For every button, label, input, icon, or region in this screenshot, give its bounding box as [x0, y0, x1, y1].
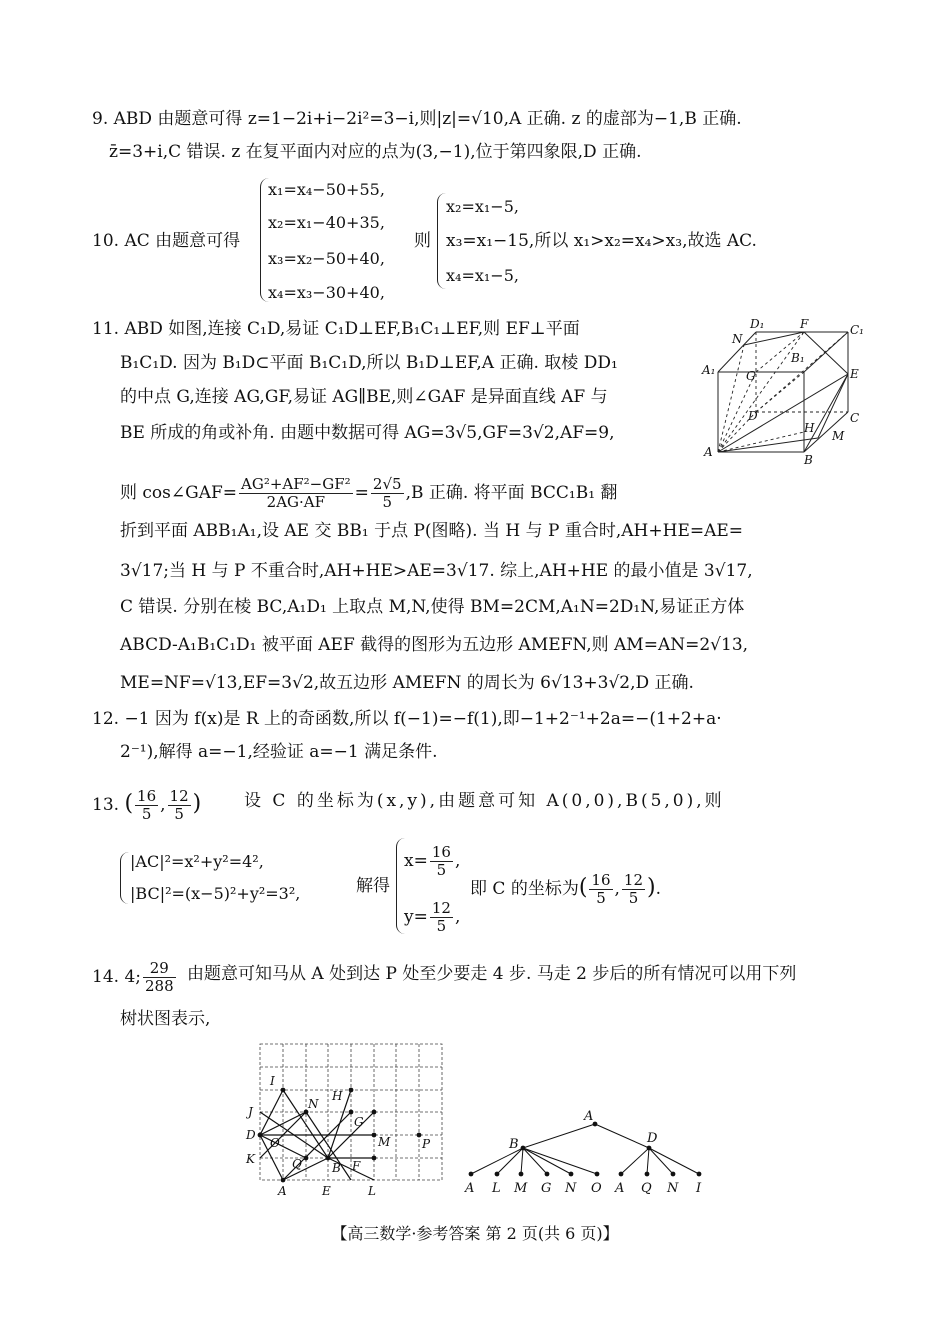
- q13-y-num: 12: [431, 899, 451, 917]
- grid-label-b: B: [332, 1161, 341, 1175]
- q11-cos-lead: 则 cos∠GAF=: [120, 483, 238, 503]
- tree-node-d: [647, 1146, 652, 1151]
- q13-number: 13.: [92, 795, 120, 815]
- segment-af-hidden: [718, 332, 804, 452]
- label-d: D: [748, 409, 758, 423]
- q13-answer-y: [168, 788, 191, 823]
- q11-value-denominator: 5: [382, 493, 392, 511]
- segment-an-hidden: [718, 345, 744, 452]
- q11-line4: BE 所成的角或补角. 由题中数据可得 AG=3√5,GF=3√2,AF=9,: [120, 423, 615, 443]
- tree-leaf-9: N: [667, 1181, 679, 1196]
- tree-leaf-3: M: [514, 1181, 528, 1196]
- q13-text1: 设 C 的坐标为(x,y),由题意可知 A(0,0),B(5,0),则: [244, 791, 725, 811]
- q14-probability: [143, 960, 176, 995]
- q11-cos-fraction: [239, 476, 353, 511]
- q14-number: 14. 4;: [92, 967, 141, 987]
- q13-x-den: 5: [436, 861, 447, 879]
- grid-label-l: L: [368, 1184, 376, 1198]
- q11-line5-tail: ,B 正确. 将平面 BCC₁B₁ 翻: [405, 483, 618, 503]
- q13-c-x: [589, 872, 612, 907]
- q13-x-num: 16: [431, 843, 451, 861]
- q13-cx-num: 16: [591, 871, 611, 889]
- q13-x-comma: ,: [454, 851, 461, 871]
- q11-frac-numerator: AG²+AF²−GF²: [241, 475, 351, 493]
- q14-prob-num: 29: [143, 960, 176, 978]
- segment-nf: [744, 332, 804, 345]
- grid-label-o: O: [270, 1136, 280, 1150]
- q13-c-y: [622, 872, 645, 907]
- q13-y-comma: ,: [454, 907, 461, 927]
- point-p: [417, 1133, 422, 1138]
- q11-value-numerator: 2√5: [372, 475, 402, 493]
- tree-label-root: A: [584, 1109, 594, 1124]
- q11-equals: =: [354, 483, 369, 503]
- tree-leaf-5: N: [565, 1181, 577, 1196]
- label-b: B: [804, 453, 813, 467]
- q13-solve: 解得: [356, 876, 390, 896]
- q14-prob-den: 288: [144, 977, 174, 995]
- grid-label-k: K: [246, 1152, 255, 1166]
- q13-x-frac: [430, 844, 453, 879]
- path-n-e: [306, 1112, 351, 1180]
- q13-ax-num: 16: [137, 787, 157, 805]
- page-footer: 【高三数学·参考答案 第 2 页(共 6 页)】: [331, 1224, 619, 1243]
- q10-sys1-row3: x₃=x₂−50+40,: [268, 249, 385, 268]
- q11-line7: 3√17;当 H 与 P 不重合时,AH+HE>AE=3√17. 综上,AH+HE 的最小值是 3√17,: [120, 561, 753, 581]
- label-c: C: [850, 411, 860, 425]
- q11-line8: C 错误. 分别在棱 BC,A₁D₁ 上取点 M,N,使得 BM=2CM,A₁N=2D₁N,易证正方体: [120, 597, 745, 617]
- tree-leaf-2: L: [492, 1181, 501, 1196]
- q13-y-frac: [430, 900, 453, 935]
- cube-figure: [700, 318, 870, 468]
- tree-diagram: [455, 1104, 715, 1196]
- q13-conclusion: 即 C 的坐标为( $\frac{16}{5}$ , $\frac{12}{5}$ ).: [470, 871, 662, 907]
- q10-label: 10. AC 由题意可得: [92, 231, 241, 251]
- q10-brace2: [437, 193, 446, 289]
- label-b1: B₁: [791, 351, 805, 365]
- q11-line1: 11. ABD 如图,连接 C₁D,易证 C₁D⊥EF,B₁C₁⊥EF,则 EF⊥平面: [92, 319, 580, 339]
- tree-leaf-4: G: [541, 1181, 552, 1196]
- q10-sys2-row1: x₂=x₁−5,: [446, 197, 519, 216]
- label-a: A: [704, 445, 713, 459]
- q13-sys-row1: |AC|²=x²+y²=4²,: [130, 852, 264, 871]
- segment-am: [718, 438, 818, 452]
- q11-line3: 的中点 G,连接 AG,GF,易证 AG∥BE,则∠GAF 是异面直线 AF 与: [120, 387, 608, 407]
- tree-leaf-7: A: [615, 1181, 625, 1196]
- q13-x-solution: [404, 844, 460, 879]
- segment-ae: [718, 374, 848, 452]
- q12-line1: 12. −1 因为 f(x)是 R 上的奇函数,所以 f(−1)=−f(1),即−1+2⁻¹+2a=−(1+2+a·: [92, 709, 722, 729]
- label-m: M: [832, 429, 845, 443]
- q13-cy-den: 5: [628, 889, 639, 907]
- q11-cos-value: [371, 476, 404, 511]
- segment-db1-hidden: [756, 372, 804, 412]
- tree-leaf-1: A: [465, 1181, 475, 1196]
- grid-label-j: J: [248, 1105, 253, 1119]
- q13-cy-num: 12: [623, 871, 644, 889]
- q12-line2: 2⁻¹),解得 a=−1,经验证 a=−1 满足条件.: [120, 742, 438, 762]
- path-d-i: [260, 1090, 283, 1135]
- tree-node-b: [521, 1146, 526, 1151]
- q11-line2: B₁C₁D. 因为 B₁D⊂平面 B₁C₁D,所以 B₁D⊥EF,A 正确. 取棱 DD₁: [120, 353, 618, 373]
- q13-answer-x: [135, 788, 158, 823]
- q10-sys1-row4: x₄=x₃−30+40,: [268, 283, 385, 302]
- grid-label-g: G: [354, 1115, 364, 1129]
- q13-header: 13. ( $\frac{16}{5}$ , $\frac{12}{5}$ ): [92, 787, 202, 823]
- q11-frac-denominator: 2AG·AF: [266, 493, 326, 511]
- label-g: G: [746, 369, 756, 383]
- q13-ay-num: 12: [169, 787, 189, 805]
- q10-sys2-row2: x₃=x₁−15,所以 x₁>x₂=x₄>x₃,故选 AC.: [446, 231, 757, 251]
- grid-label-q: Q: [292, 1157, 302, 1171]
- q13-y-solution: [404, 900, 460, 935]
- q9-line2: z̄=3+i,C 错误. z 在复平面内对应的点为(3,−1),位于第四象限,D 正确.: [109, 142, 642, 162]
- q13-y-den: 5: [436, 917, 447, 935]
- q11-line6: 折到平面 ABB₁A₁,设 AE 交 BB₁ 于点 P(图略). 当 H 与 P 重合时,AH+HE=AE=: [120, 521, 744, 541]
- label-a1: A₁: [702, 363, 716, 377]
- grid-label-n: N: [308, 1097, 319, 1111]
- grid-label-m: M: [378, 1135, 391, 1149]
- tree-leaf-8: Q: [641, 1181, 652, 1196]
- q13-cx-den: 5: [596, 889, 606, 907]
- tree-label-d: D: [647, 1131, 658, 1146]
- q10-sys1-row1: x₁=x₄−50+55,: [268, 180, 385, 199]
- q14-text2: 树状图表示,: [120, 1009, 211, 1029]
- q11-line10: ME=NF=√13,EF=3√2,故五边形 AMEFN 的周长为 6√13+3√2,D 正确.: [120, 673, 694, 693]
- horse-grid-figure: [240, 1040, 450, 1200]
- label-d1: D₁: [750, 318, 765, 331]
- grid-label-i: I: [270, 1074, 275, 1088]
- label-f: F: [800, 318, 809, 331]
- q14-text1: 由题意可知马从 A 处到达 P 处至少要走 4 步. 马走 2 步后的所有情况可以用下列: [187, 964, 797, 984]
- grid-label-a: A: [278, 1184, 287, 1198]
- label-h: H: [804, 421, 815, 435]
- q11-line5: [120, 476, 617, 511]
- grid-label-e: E: [322, 1184, 331, 1198]
- grid-label-f: F: [352, 1159, 361, 1173]
- q10-sys2-row3: x₄=x₁−5,: [446, 266, 519, 285]
- label-c1: C₁: [850, 323, 864, 337]
- q13-ay-den: 5: [174, 805, 184, 823]
- q13-ax-den: 5: [141, 805, 152, 823]
- path-a-b: [283, 1158, 328, 1180]
- q10-sys1-row2: x₂=x₁−40+35,: [268, 213, 385, 232]
- q10-then: 则: [414, 231, 431, 251]
- q13-x-eq: x=: [404, 851, 428, 871]
- label-n: N: [732, 332, 743, 346]
- tree-leaf-10: I: [696, 1181, 702, 1196]
- path-b-i: [283, 1090, 328, 1158]
- grid-label-p: P: [422, 1137, 431, 1151]
- q9-line1: 9. ABD 由题意可得 z=1−2i+i−2i²=3−i,则|z|=√10,A 正确. z 的虚部为−1,B 正确.: [92, 109, 742, 129]
- q13-brace-left: [120, 852, 129, 904]
- grid-label-h: H: [332, 1089, 343, 1103]
- q14-header: [92, 960, 178, 995]
- tree-leaf-6: O: [591, 1181, 602, 1196]
- q13-sys-row2: |BC|²=(x−5)²+y²=3²,: [130, 884, 301, 903]
- grid-label-d: D: [246, 1128, 256, 1142]
- q11-line9: ABCD-A₁B₁C₁D₁ 被平面 AEF 截得的图形为五边形 AMEFN,则 AM=AN=2√13,: [120, 635, 749, 655]
- label-e: E: [850, 367, 859, 381]
- q13-conclude-text: 即 C 的坐标为: [470, 879, 579, 899]
- q13-y-eq: y=: [404, 907, 428, 927]
- tree-label-b: B: [509, 1137, 519, 1152]
